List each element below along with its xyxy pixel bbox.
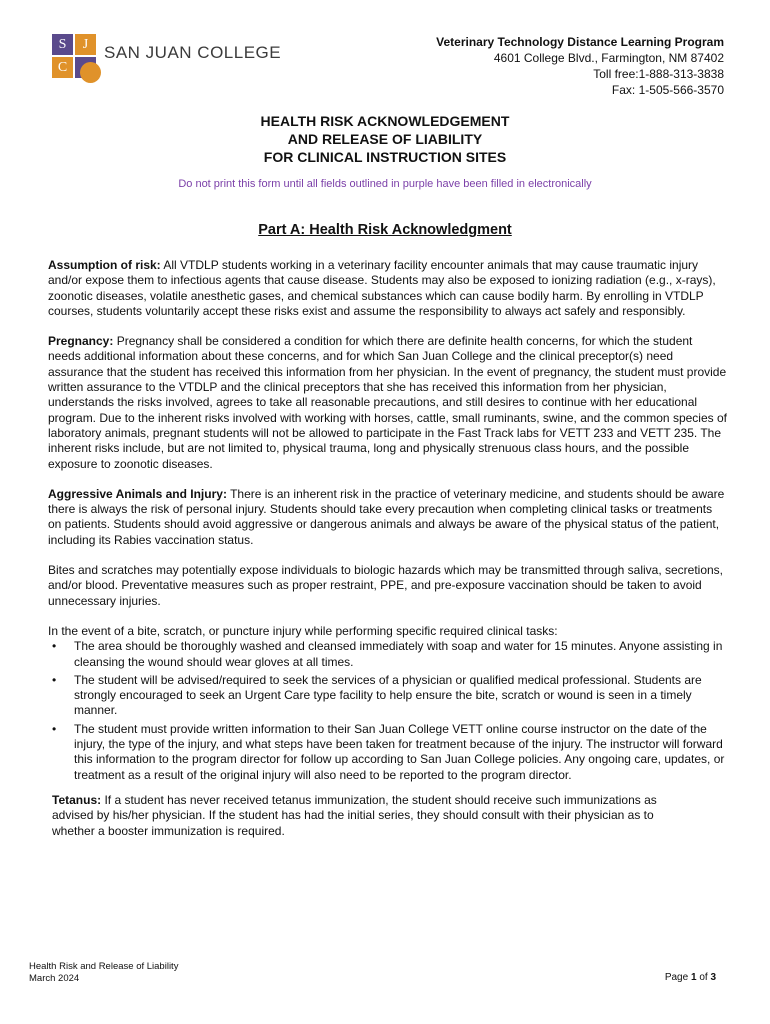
pregnancy-paragraph xyxy=(48,334,728,472)
footer-doc-info xyxy=(29,961,178,985)
list-item xyxy=(52,639,728,670)
bullet-icon: • xyxy=(52,639,57,654)
electronic-fill-notice: Do not print this form until all fields outlined in purple have been filled in electronically xyxy=(178,178,592,190)
logo-letter-j: J xyxy=(75,34,96,55)
college-name: SAN JUAN COLLEGE xyxy=(104,43,282,62)
sun-icon xyxy=(75,57,96,78)
logo-mark xyxy=(52,34,96,78)
part-a-body xyxy=(48,258,728,839)
aggressive-label: Aggressive Animals and Injury: xyxy=(48,486,227,501)
college-logo xyxy=(52,34,282,78)
tetanus-text: If a student has never received tetanus immunization, the student should receive such immunizations as advised by his/her physician. If the student has had the initial series, they should consult with their physician as to whether a booster immunization is required. xyxy=(52,792,657,838)
assumption-label: Assumption of risk: xyxy=(48,258,161,272)
title-line-1: HEALTH RISK ACKNOWLEDGEMENT xyxy=(260,113,510,129)
program-name: Veterinary Technology Distance Learning Program xyxy=(436,35,724,49)
title-line-3: FOR CLINICAL INSTRUCTION SITES xyxy=(263,149,507,165)
assumption-text: All VTDLP students working in a veterinary facility encounter animals that may cause traumatic injury and/or expose them to infectious agents that cause disease. Students may also be exposed to ionizing radiation (e.g., x-rays), zoonotic diseases, volatile anesthetic gases, and chemical substances which can cause bodily harm. By enrolling in VTDLP courses, students voluntarily accept these risks exist and assume the responsibility to always act safely and responsibly. xyxy=(48,258,716,318)
title-line-2: AND RELEASE OF LIABILITY xyxy=(287,131,483,147)
pregnancy-text: Pregnancy shall be considered a condition for which there are definite health concerns, for which the student needs additional information about these concerns, and for which San Juan College and the clinical preceptor(s) need assurance that the student has received this information from her physician. In the event of pregnancy, the student must provide written assurance to the VTDLP and the clinical preceptors that she has received this information from her physician, understands the risks involved, agrees to take all reasonable precautions, and still desires to continue with her educational program. Due to the inherent risks involved with working with horses, cattle, small ruminants, swine, and the common species of laboratory animals, pregnant students will not be allowed to participate in the Fast Track labs for VETT 233 and VETT 235. The inherent risks include, but are not limited to, physical trauma, long and physically strenuous class hours, and the possible exposure to zoonotic diseases. xyxy=(48,334,727,471)
list-item-text: The area should be thoroughly washed and cleansed immediately with soap and water for 15 minutes. Anyone assisting in cleansing the wound should wear gloves at all times. xyxy=(74,639,723,669)
injury-intro: In the event of a bite, scratch, or puncture injury while performing specific required clinical tasks: xyxy=(48,623,558,638)
aggressive-paragraph xyxy=(48,487,728,548)
page-total: 3 xyxy=(710,972,716,983)
program-address xyxy=(436,34,724,98)
footer-doc-name: Health Risk and Release of Liability xyxy=(29,961,179,972)
bites-paragraph: Bites and scratches may potentially expose individuals to biologic hazards which may be transmitted through saliva, secretions, and/or blood. Preventative measures such as proper restraint, PPE, and pre-exposure vaccination should be taken to avoid unnecessary injuries. xyxy=(48,563,724,608)
list-item-text: The student will be advised/required to seek the services of a physician or qualified medical professional. Students are strongly encouraged to seek an Urgent Care type facility to help ensure the bite, scratch or wound is seen in a timely manner. xyxy=(74,672,702,718)
footer-date: March 2024 xyxy=(29,973,80,984)
page-number xyxy=(665,972,716,983)
street-address: 4601 College Blvd., Farmington, NM 87402 xyxy=(493,51,724,65)
of-word: of xyxy=(699,972,708,983)
page-current: 1 xyxy=(690,972,697,983)
part-a-heading: Part A: Health Risk Acknowledgment xyxy=(258,222,512,238)
tetanus-paragraph xyxy=(52,793,728,839)
injury-steps-list xyxy=(48,639,728,783)
bullet-icon: • xyxy=(52,672,57,687)
logo-letter-s: S xyxy=(52,34,73,55)
pregnancy-label: Pregnancy: xyxy=(48,334,114,349)
logo-letter-c: C xyxy=(52,57,73,78)
list-item xyxy=(52,721,728,783)
list-item-text: The student must provide written information to their San Juan College VETT online course instructor on the date of the injury, the type of the injury, and what steps have been taken for treatment because of the injury. The instructor will forward this information to the program director for follow up according to San Juan College policies. Any ongoing care, updates, or treatment as a result of the original injury will also need to be reported to the program director. xyxy=(74,721,725,782)
list-item xyxy=(52,672,728,719)
fax-number: Fax: 1-505-566-3570 xyxy=(611,83,724,97)
bullet-icon: • xyxy=(52,721,57,736)
aggressive-text: There is an inherent risk in the practice of veterinary medicine, and students should be aware there is always the risk of personal injury. Students should take every precaution when completing clinical tasks or treatments on patients. Students should avoid aggressive or dangerous animals and always be aware of the physical status of the patient, including its Rabies vaccination status. xyxy=(48,486,725,547)
sun-dot xyxy=(80,62,101,83)
page-word: Page xyxy=(664,972,689,983)
form-title xyxy=(0,112,770,166)
toll-free-number: Toll free:1-888-313-3838 xyxy=(593,67,724,81)
tetanus-label: Tetanus: xyxy=(52,792,102,807)
assumption-paragraph xyxy=(48,258,728,319)
